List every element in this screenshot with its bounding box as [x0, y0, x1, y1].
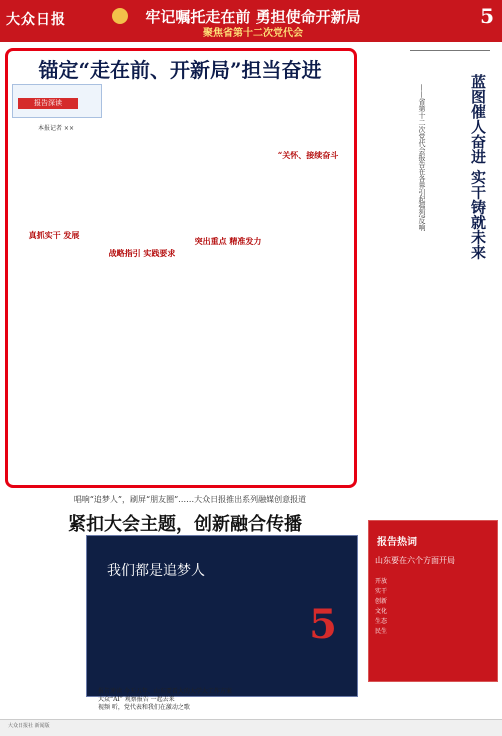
ad-item: 生态 — [375, 618, 388, 625]
poster-digit: 5 — [309, 601, 337, 648]
page-number: 5 — [480, 4, 494, 28]
bottom-caption: 唱响“追梦人”，刷屏“朋友圈”……大众日报推出系列融媒创意报道 — [73, 495, 307, 504]
sidebar-ad — [368, 520, 498, 682]
byline: 本报记者 ×× — [38, 125, 74, 132]
ad-list — [375, 577, 491, 637]
ad-item: 开放 — [375, 578, 388, 585]
footer — [0, 719, 502, 736]
ad-title: 山东要在六个方面开局 — [375, 556, 455, 565]
masthead — [0, 0, 502, 42]
ad-item: 创新 — [375, 598, 388, 605]
party-emblem-icon — [112, 8, 128, 24]
legend-line: 大众“AI” 观察报告 一起去来 — [98, 696, 175, 703]
rule-line — [410, 50, 490, 51]
right-subheadline: ——省第十二次党代会报告在各界引起强烈反响 — [418, 84, 426, 231]
section-title: 突出重点 精准发力 — [194, 236, 262, 246]
masthead-headline: 牢记嘱托走在前 勇担使命开新局 — [145, 8, 361, 26]
legend-line: 视频 听，党代表和我们在激动之歌 — [98, 704, 190, 711]
poster-image — [86, 535, 358, 697]
bottom-title: 紧扣大会主题，创新融合传播 — [68, 514, 302, 535]
ad-item: 实干 — [375, 588, 388, 595]
bottom-legend — [98, 688, 348, 712]
section-title: 战略指引 实践要求 — [108, 248, 176, 258]
main-title: 锚定“走在前、开新局”担当奋进 — [38, 58, 322, 82]
ad-item: 民生 — [375, 628, 388, 635]
footer-text: 大众日报社 新闻版 — [8, 723, 50, 729]
legend-line: 报告速读 今天五年，山东要看大的大学大工作方案 — [98, 688, 232, 695]
poster-text: 我们都是追梦人 — [107, 563, 205, 579]
ad-item: 文化 — [375, 608, 388, 615]
right-headline: 蓝图催人奋进 实干铸就未来 — [469, 74, 487, 260]
section-banner: 报告深读 — [18, 98, 78, 109]
section-title: 真抓实干 发展 — [28, 230, 80, 240]
section-title: “关怀、接续奋斗 — [277, 150, 339, 160]
masthead-subhead: 聚焦省第十二次党代会 — [203, 28, 303, 39]
newspaper-logo: 大众日报 — [6, 12, 66, 28]
ad-top: 报告热词 — [377, 537, 417, 548]
